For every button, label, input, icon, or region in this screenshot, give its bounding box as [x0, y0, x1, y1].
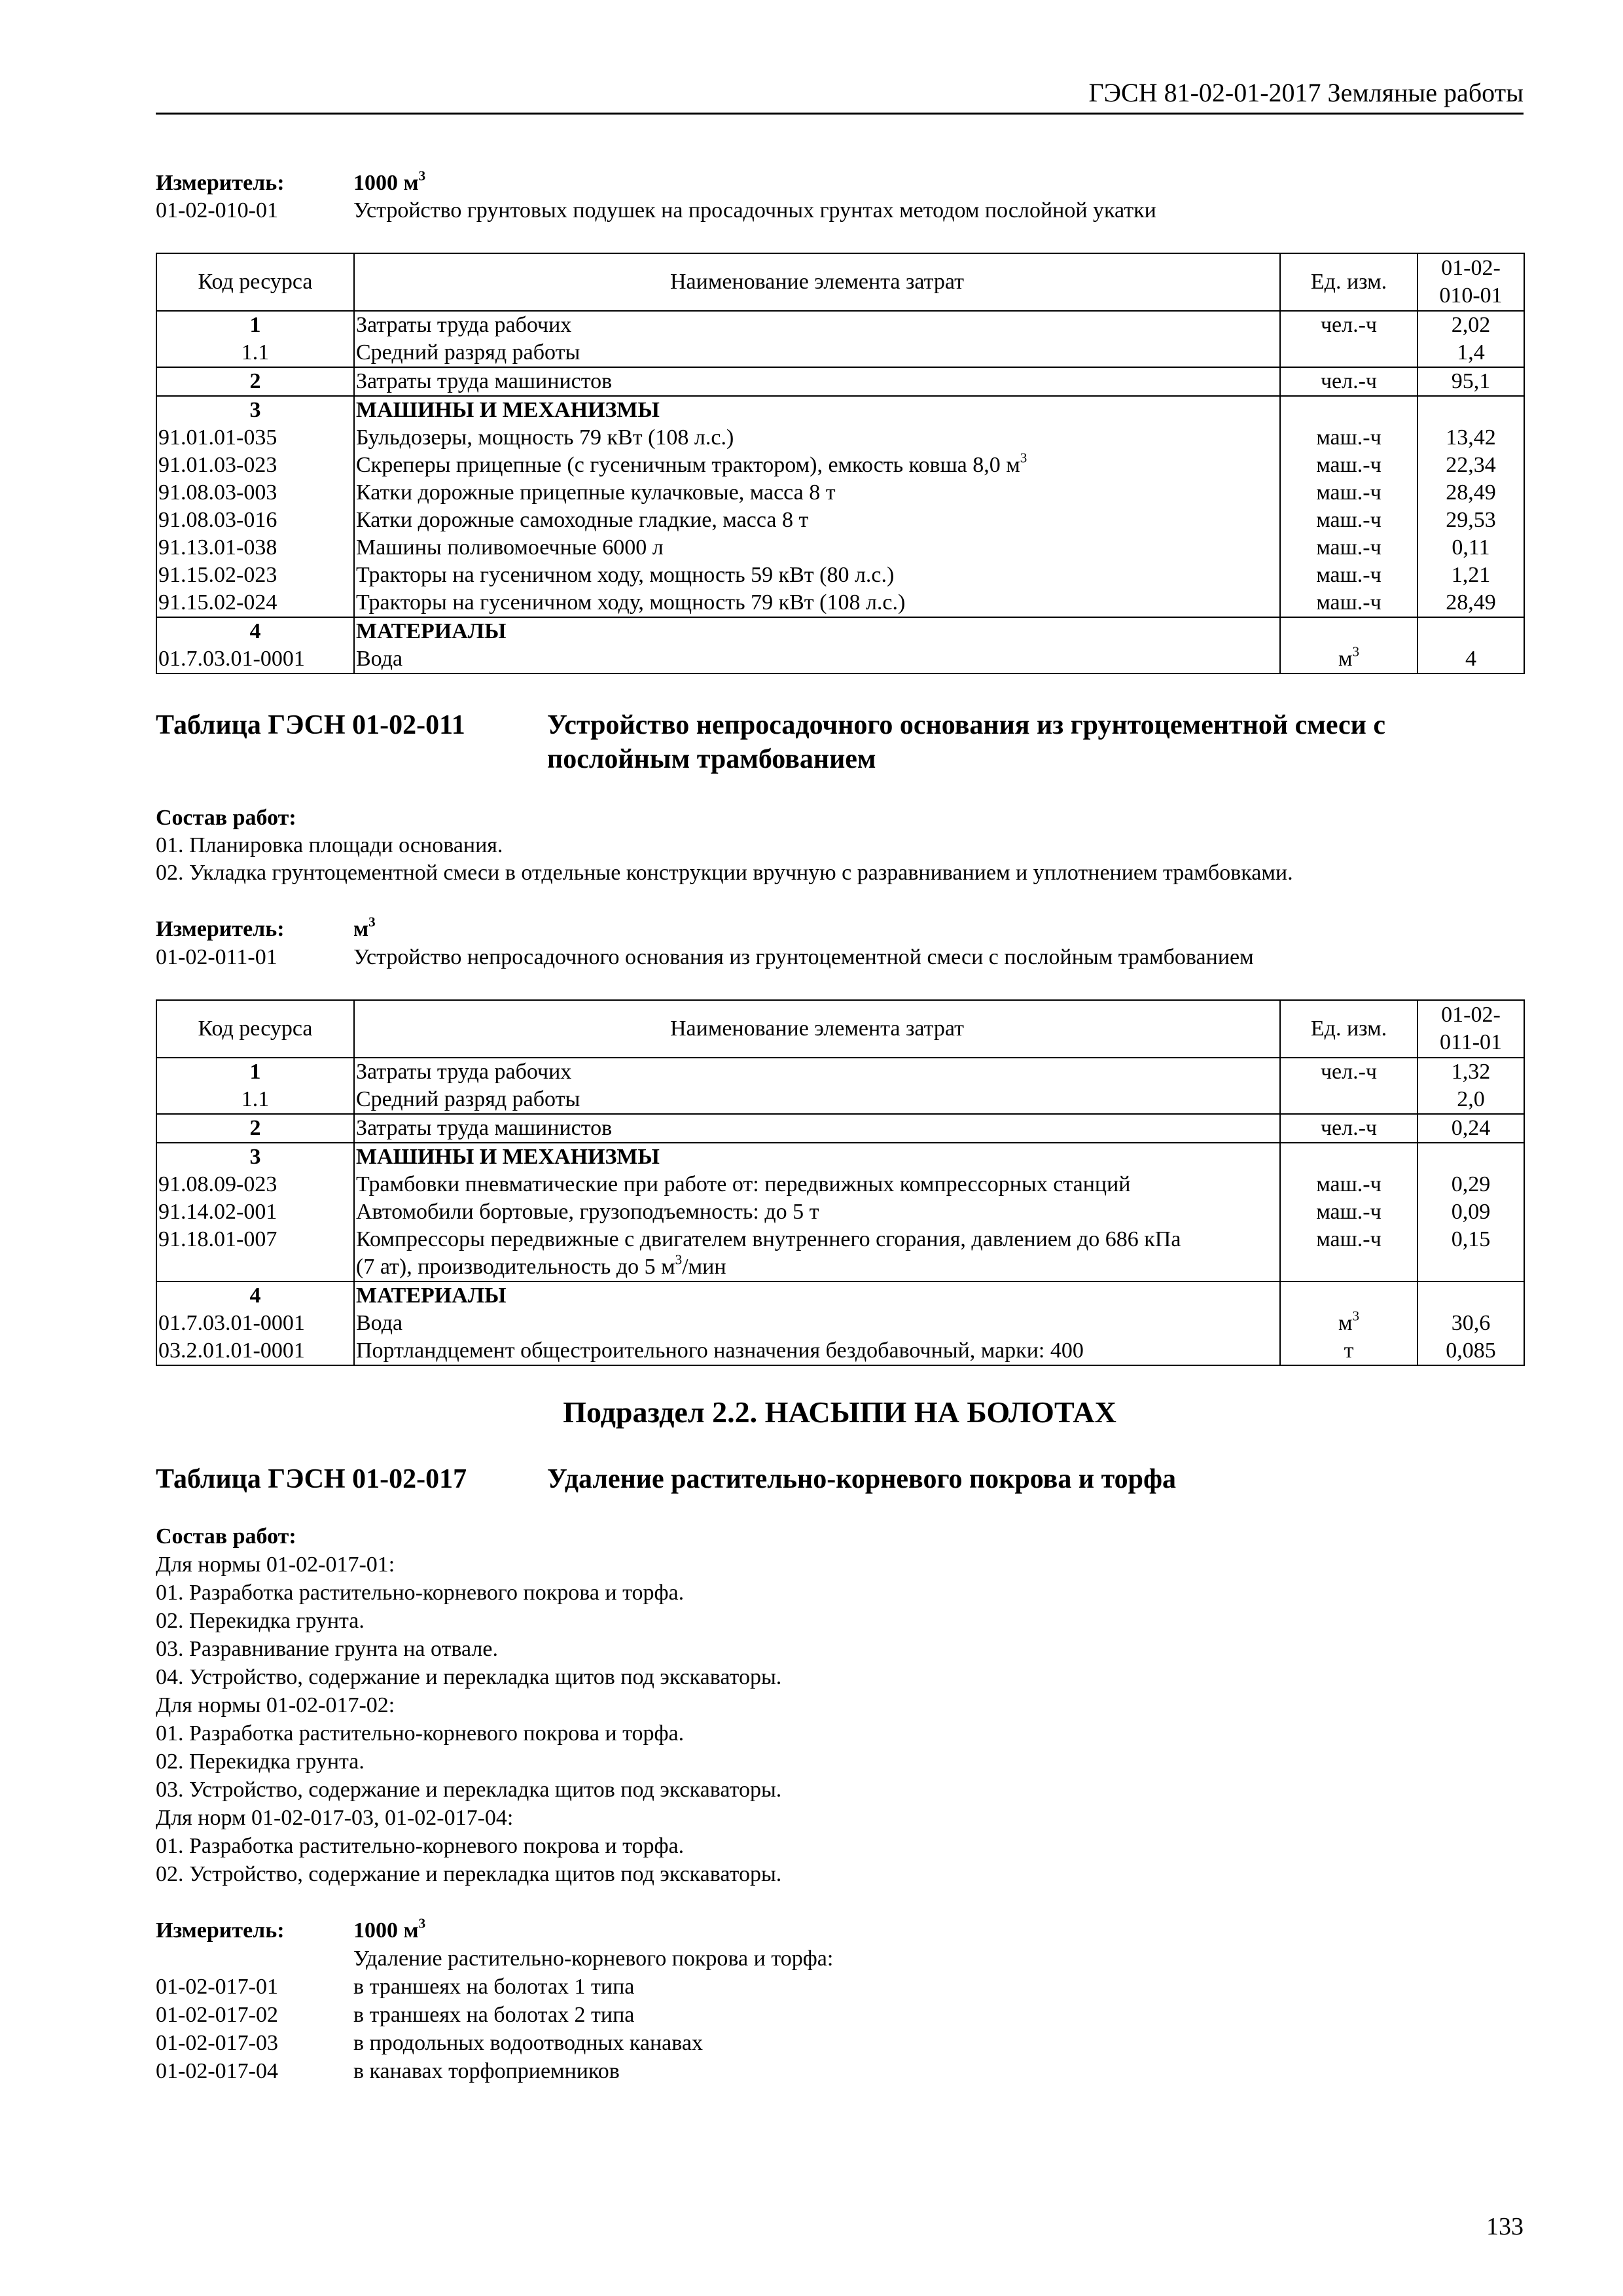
- row-code: 91.18.01-007: [156, 1226, 354, 1282]
- col-name-header: Наименование элемента затрат: [354, 253, 1280, 311]
- row-value: 28,49: [1418, 589, 1524, 617]
- table-title-label: Таблица ГЭСН 01-02-011: [156, 710, 465, 740]
- row-value: 29,53: [1418, 507, 1524, 534]
- row-code: 91.08.09-023: [156, 1171, 354, 1198]
- row-value: 2,0: [1418, 1086, 1524, 1114]
- list-item: 01. Разработка растительно-корневого покрова и торфа.: [156, 1834, 685, 1858]
- measure-value: 1000 $м^3$: [353, 168, 426, 195]
- row-code: 1: [156, 1058, 354, 1086]
- row-name: Затраты труда машинистов: [354, 367, 1280, 396]
- row-value: 0,24: [1418, 1114, 1524, 1143]
- row-value: [1418, 1282, 1524, 1310]
- table-row: [156, 1114, 1524, 1143]
- sostav-label: Состав работ:: [156, 806, 296, 830]
- row-unit: маш.-ч: [1280, 424, 1418, 452]
- row-code: 4: [156, 617, 354, 645]
- row-code: 91.01.01-035: [156, 424, 354, 452]
- row-code: 2: [156, 367, 354, 396]
- row-name: Средний разряд работы: [354, 339, 1280, 367]
- row-value: 13,42: [1418, 424, 1524, 452]
- row-name: МАТЕРИАЛЫ: [354, 617, 1280, 645]
- row-name: Автомобили бортовые, грузоподъемность: до 5 т: [354, 1198, 1280, 1226]
- row-value: 28,49: [1418, 479, 1524, 507]
- list-item: 02. Перекидка грунта.: [156, 1609, 365, 1633]
- row-code: 01.7.03.01-0001: [156, 1310, 354, 1337]
- col-unit-header: Ед. изм.: [1280, 253, 1418, 311]
- col-code-header: Код ресурса: [156, 1000, 354, 1058]
- norm-intro: Удаление растительно-корневого покрова и торфа:: [353, 1946, 834, 1971]
- table-title-text: Устройство непросадочного основания из грунтоцементной смеси с: [547, 710, 1385, 740]
- row-name: МАШИНЫ И МЕХАНИЗМЫ: [354, 1143, 1280, 1171]
- norm-code: 01-02-017-01: [156, 1975, 278, 1999]
- row-unit: [1280, 396, 1418, 424]
- row-code: 91.14.02-001: [156, 1198, 354, 1226]
- row-value: [1418, 617, 1524, 645]
- table-row: [156, 479, 1524, 507]
- list-item: Для нормы 01-02-017-01:: [156, 1552, 395, 1577]
- table-row: [156, 589, 1524, 617]
- table-row: [156, 1198, 1524, 1226]
- row-code: 1.1: [156, 339, 354, 367]
- list-item: 01. Разработка растительно-корневого покрова и торфа.: [156, 1581, 685, 1605]
- measure-label: Измеритель:: [156, 1918, 285, 1943]
- resource-table-1: [156, 253, 1525, 674]
- subsection-title: Подраздел 2.2. НАСЫПИ НА БОЛОТАХ: [563, 1395, 1116, 1429]
- row-value: 4: [1418, 645, 1524, 673]
- measure-value: $м^3$: [353, 914, 376, 941]
- norm-text: в траншеях на болотах 1 типа: [353, 1975, 635, 1999]
- row-name: Затраты труда машинистов: [354, 1114, 1280, 1143]
- table-row: [156, 1226, 1524, 1282]
- row-unit: маш.-ч: [1280, 534, 1418, 562]
- table-row: [156, 507, 1524, 534]
- list-item: Для нормы 01-02-017-02:: [156, 1693, 395, 1717]
- row-code: 03.2.01.01-0001: [156, 1337, 354, 1365]
- row-code: 91.01.03-023: [156, 452, 354, 479]
- row-unit: маш.-ч: [1280, 1171, 1418, 1198]
- row-value: [1418, 1143, 1524, 1171]
- row-name: Машины поливомоечные 6000 л: [354, 534, 1280, 562]
- row-value: 1,21: [1418, 562, 1524, 589]
- row-value: 1,4: [1418, 339, 1524, 367]
- row-name: Вода: [354, 1310, 1280, 1337]
- row-code: 1: [156, 311, 354, 339]
- norm-text: Устройство грунтовых подушек на просадочных грунтах методом послойной укатки: [353, 198, 1156, 223]
- sostav-label: Состав работ:: [156, 1524, 296, 1549]
- row-value: 0,29: [1418, 1171, 1524, 1198]
- row-value: 1,32: [1418, 1058, 1524, 1086]
- row-unit: чел.-ч: [1280, 1058, 1418, 1086]
- row-unit: маш.-ч: [1280, 1226, 1418, 1282]
- table-title-text-2: послойным трамбованием: [547, 744, 876, 774]
- row-unit: [1280, 339, 1418, 367]
- row-unit: [1280, 1282, 1418, 1310]
- table-row: [156, 311, 1524, 339]
- table-row: [156, 645, 1524, 673]
- table-row: [156, 424, 1524, 452]
- row-name: МАТЕРИАЛЫ: [354, 1282, 1280, 1310]
- page-header: [156, 73, 1524, 115]
- row-code: 3: [156, 1143, 354, 1171]
- norm-code: 01-02-017-04: [156, 2059, 278, 2083]
- row-code: 01.7.03.01-0001: [156, 645, 354, 673]
- page-number: 133: [1486, 2213, 1524, 2240]
- table-row: [156, 367, 1524, 396]
- row-name: Катки дорожные самоходные гладкие, масса 8 т: [354, 507, 1280, 534]
- row-unit: чел.-ч: [1280, 367, 1418, 396]
- row-name: Компрессоры передвижные с двигателем внутреннего сгорания, давлением до 686 кПа (7 ат), производительность до 5 $м^3$/мин: [354, 1226, 1280, 1282]
- row-unit: маш.-ч: [1280, 1198, 1418, 1226]
- row-code: 91.08.03-016: [156, 507, 354, 534]
- table-row: [156, 1337, 1524, 1365]
- list-item: 01. Разработка растительно-корневого покрова и торфа.: [156, 1721, 685, 1746]
- row-name: Вода: [354, 645, 1280, 673]
- norm-code: 01-02-017-02: [156, 2003, 278, 2027]
- row-unit: чел.-ч: [1280, 1114, 1418, 1143]
- list-item: 02. Устройство, содержание и перекладка щитов под экскаваторы.: [156, 1862, 782, 1886]
- resource-table-2: [156, 999, 1525, 1366]
- row-code: 3: [156, 396, 354, 424]
- list-item: 03. Устройство, содержание и перекладка щитов под экскаваторы.: [156, 1778, 782, 1802]
- col-code-header: Код ресурса: [156, 253, 354, 311]
- row-name: МАШИНЫ И МЕХАНИЗМЫ: [354, 396, 1280, 424]
- norm-code: 01-02-011-01: [156, 945, 277, 969]
- row-name: Скреперы прицепные (с гусеничным трактором), емкость ковша 8,0 $м^3$: [354, 452, 1280, 479]
- list-item: 01. Планировка площади основания.: [156, 833, 503, 857]
- measure-value: 1000 $м^3$: [353, 1915, 426, 1943]
- table-row: [156, 617, 1524, 645]
- table-header: [156, 253, 1524, 311]
- list-item: 03. Разравнивание грунта на отвале.: [156, 1637, 498, 1661]
- row-value: 30,6: [1418, 1310, 1524, 1337]
- row-name: Трамбовки пневматические при работе от: передвижных компрессорных станций: [354, 1171, 1280, 1198]
- row-code: 1.1: [156, 1086, 354, 1114]
- row-unit: [1280, 617, 1418, 645]
- table-row: [156, 562, 1524, 589]
- row-name: Тракторы на гусеничном ходу, мощность 59 кВт (80 л.с.): [354, 562, 1280, 589]
- row-name: Бульдозеры, мощность 79 кВт (108 л.с.): [354, 424, 1280, 452]
- table-row: [156, 1058, 1524, 1086]
- table-row: [156, 1310, 1524, 1337]
- col-name-header: Наименование элемента затрат: [354, 1000, 1280, 1058]
- row-value: 22,34: [1418, 452, 1524, 479]
- row-value: [1418, 396, 1524, 424]
- measure-label: Измеритель:: [156, 917, 285, 941]
- list-item: 02. Укладка грунтоцементной смеси в отдельные конструкции вручную с разравниванием и уплотнением трамбовками.: [156, 861, 1293, 885]
- row-value: 0,09: [1418, 1198, 1524, 1226]
- row-name: Затраты труда рабочих: [354, 1058, 1280, 1086]
- row-value: 0,085: [1418, 1337, 1524, 1365]
- norm-code: 01-02-010-01: [156, 198, 278, 223]
- list-item: Для норм 01-02-017-03, 01-02-017-04:: [156, 1806, 514, 1830]
- table-row: [156, 1171, 1524, 1198]
- row-name: Портландцемент общестроительного назначения бездобавочный, марки: 400: [354, 1337, 1280, 1365]
- norm-text: в траншеях на болотах 2 типа: [353, 2003, 635, 2027]
- row-value: 2,02: [1418, 311, 1524, 339]
- table-header: [156, 1000, 1524, 1058]
- list-item: 04. Устройство, содержание и перекладка щитов под экскаваторы.: [156, 1665, 782, 1689]
- row-name: Тракторы на гусеничном ходу, мощность 79 кВт (108 л.с.): [354, 589, 1280, 617]
- col-norm-header: 01-02- 011-01: [1418, 1000, 1524, 1058]
- measure-label: Измеритель:: [156, 171, 285, 195]
- row-code: 4: [156, 1282, 354, 1310]
- table-row: [156, 1143, 1524, 1171]
- table-row: [156, 452, 1524, 479]
- row-name: Затраты труда рабочих: [354, 311, 1280, 339]
- row-unit: маш.-ч: [1280, 589, 1418, 617]
- row-code: 91.08.03-003: [156, 479, 354, 507]
- row-value: 0,11: [1418, 534, 1524, 562]
- row-unit: т: [1280, 1337, 1418, 1365]
- table-title-label: Таблица ГЭСН 01-02-017: [156, 1464, 467, 1494]
- row-unit: [1280, 1086, 1418, 1114]
- header-title: ГЭСН 81-02-01-2017 Земляные работы: [1088, 78, 1524, 107]
- row-name: Катки дорожные прицепные кулачковые, масса 8 т: [354, 479, 1280, 507]
- row-unit: маш.-ч: [1280, 562, 1418, 589]
- col-norm-header: 01-02- 010-01: [1418, 253, 1524, 311]
- table-row: [156, 396, 1524, 424]
- table-row: [156, 1086, 1524, 1114]
- table-title-text: Удаление растительно-корневого покрова и торфа: [547, 1464, 1177, 1494]
- row-unit: $м^3$: [1280, 1310, 1418, 1337]
- row-code: 91.13.01-038: [156, 534, 354, 562]
- norm-text: в продольных водоотводных канавах: [353, 2031, 703, 2055]
- norm-text: в канавах торфоприемников: [353, 2059, 620, 2083]
- row-unit: [1280, 1143, 1418, 1171]
- row-unit: маш.-ч: [1280, 507, 1418, 534]
- table-row: [156, 1282, 1524, 1310]
- row-name: Средний разряд работы: [354, 1086, 1280, 1114]
- row-code: 91.15.02-023: [156, 562, 354, 589]
- row-value: 95,1: [1418, 367, 1524, 396]
- row-unit: маш.-ч: [1280, 479, 1418, 507]
- table-row: [156, 339, 1524, 367]
- norm-text: Устройство непросадочного основания из грунтоцементной смеси с послойным трамбованием: [353, 945, 1254, 969]
- row-unit: $м^3$: [1280, 645, 1418, 673]
- row-code: 91.15.02-024: [156, 589, 354, 617]
- table-row: [156, 534, 1524, 562]
- row-value: 0,15: [1418, 1226, 1524, 1282]
- list-item: 02. Перекидка грунта.: [156, 1749, 365, 1774]
- row-unit: чел.-ч: [1280, 311, 1418, 339]
- row-code: 2: [156, 1114, 354, 1143]
- norm-code: 01-02-017-03: [156, 2031, 278, 2055]
- row-unit: маш.-ч: [1280, 452, 1418, 479]
- col-unit-header: Ед. изм.: [1280, 1000, 1418, 1058]
